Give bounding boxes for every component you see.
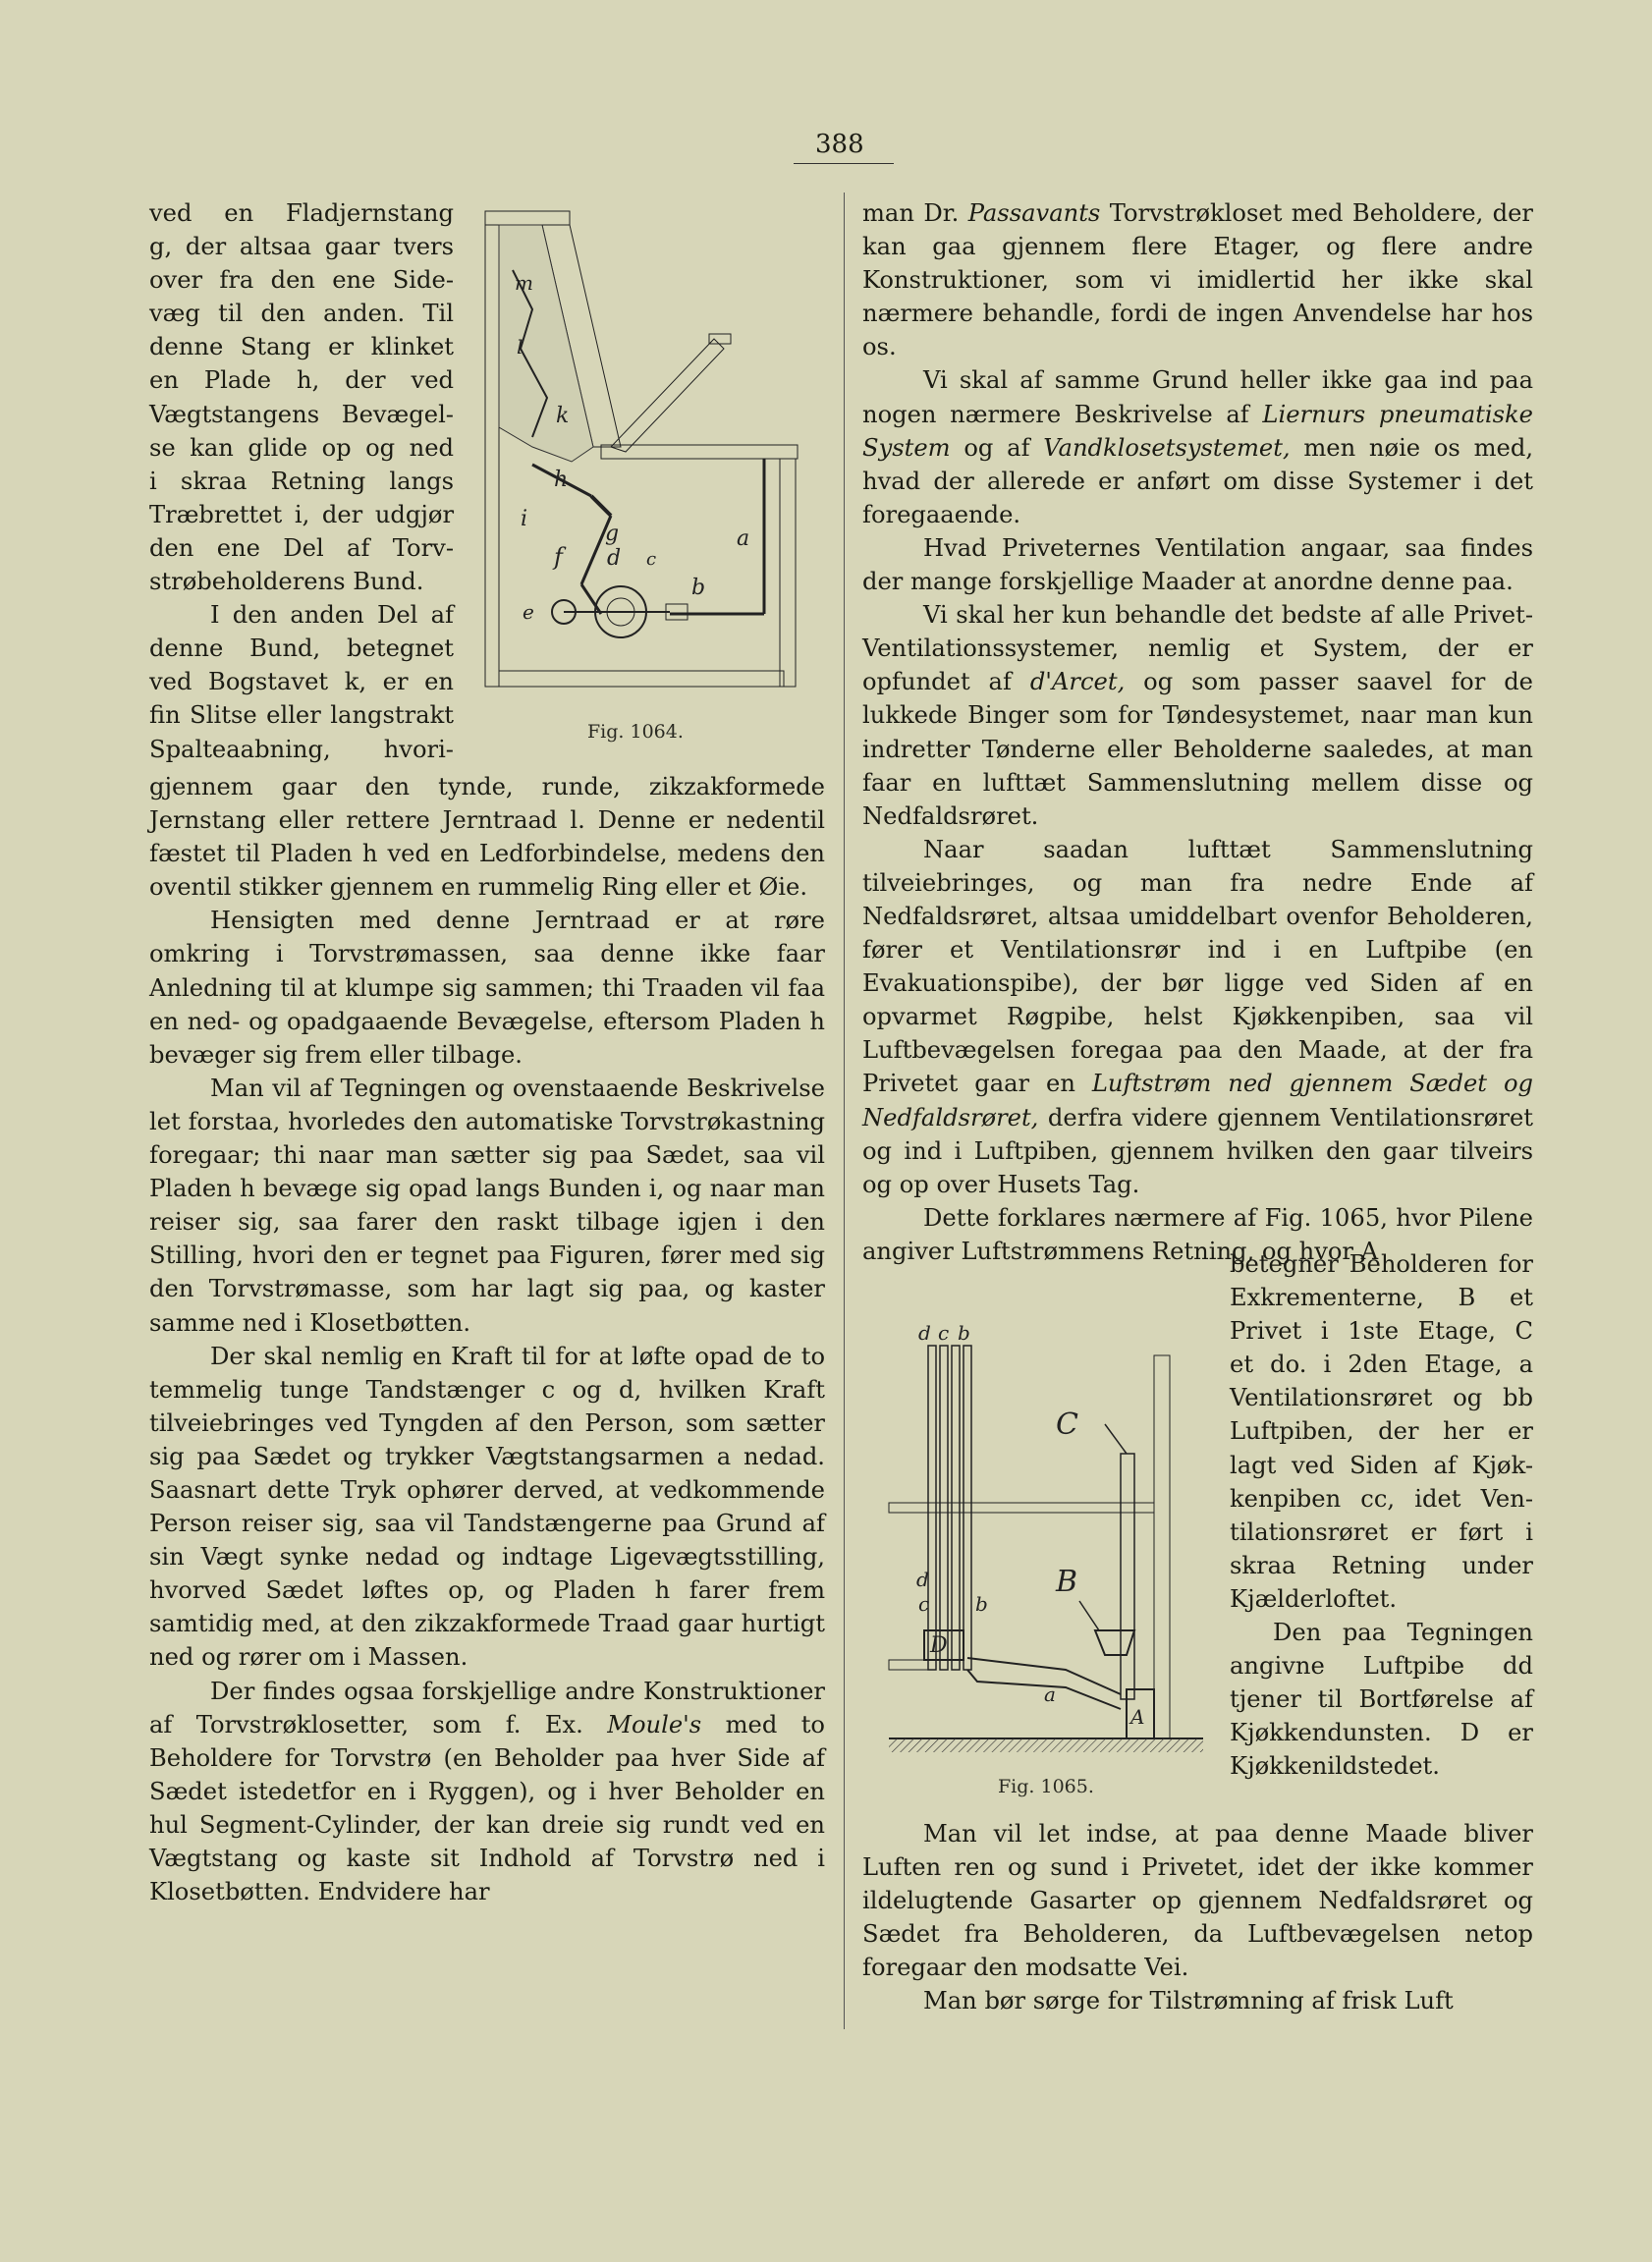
fig1065-label-b-mid: b	[975, 1592, 988, 1616]
text-line: Kjøkkendunsten. D er	[1230, 1719, 1533, 1747]
emphasis: Luftstrøm ned gjennem Sædet og Nedfaldsrøret,	[862, 1070, 1533, 1131]
text-line: Kjøkkenildstedet.	[1230, 1752, 1440, 1781]
text-line: en Plade h, der ved	[149, 366, 454, 395]
fig1065-label-d-top: d	[918, 1321, 931, 1345]
paragraph: Man bør sørge for Tilstrømning af frisk Luft	[923, 1987, 1454, 2015]
figure-1065-caption: Fig. 1065.	[998, 1776, 1094, 1797]
fig1065-label-b-top: b	[958, 1321, 970, 1345]
fig1064-label-h: h	[554, 468, 569, 492]
fig1064-label-f: f	[554, 543, 563, 571]
text-line: denne Bund, betegnet	[149, 634, 454, 663]
text-line: ved en Fladjernstang	[149, 199, 454, 227]
fig1064-label-g: g	[605, 522, 620, 546]
text-run: Vi skal her kun behandle det bedste af alle Privet-Ventilationssystemer, nemlig et System, der er opfundet af	[862, 601, 1533, 696]
emphasis: Passavants	[967, 199, 1101, 227]
page-number: 388	[815, 130, 864, 159]
fig1065-label-A: A	[1130, 1705, 1145, 1729]
fig1064-label-l: l	[517, 335, 523, 359]
text-line: et do. i 2den Etage, a	[1230, 1351, 1533, 1379]
text-run: man Dr.	[862, 199, 968, 227]
text-run: Torvstrøkloset med Beholdere, der kan gaa gjennem flere Etager, og flere andre Konstruktioner, som vi imidlertid her ikke skal nærmere behandle, fordi de ingen Anvendelse har hos os.	[862, 199, 1533, 361]
text-line: I den anden Del af	[210, 601, 454, 630]
fig1065-label-B: B	[1056, 1565, 1078, 1599]
fig1064-label-i: i	[521, 507, 528, 531]
paragraph: Hensigten med denne Jerntraad er at røre omkring i Torvstrømassen, saa denne ikke faar Anledning til at klumpe sig sammen; thi Traaden vil faa en ned- og opadgaaende Bevægelse, eftersom Pladen h bevæger sig frem eller tilbage.	[149, 907, 825, 1069]
text-line: betegner Beholderen for	[1230, 1250, 1533, 1278]
text-line: Privet i 1ste Etage, C	[1230, 1317, 1533, 1346]
fig1064-label-a: a	[737, 526, 750, 551]
text-line: Spalteaabning, hvori-	[149, 735, 454, 763]
text-line: angivne Luftpibe dd	[1230, 1652, 1533, 1681]
right-column-bottom-text	[862, 1817, 1533, 2018]
fig1065-label-a: a	[1044, 1683, 1056, 1706]
paragraph: gjennem gaar den tynde, runde, zikzakformede Jernstang eller rettere Jerntraad l. Denne er nedentil fæstet til Pladen h ved en Ledforbindelse, medens den oventil stikker gjennem en rummelig Ring eller et Øie.	[149, 773, 825, 902]
paragraph: Man vil af Tegningen og ovenstaaende Beskrivelse let forstaa, hvorledes den automatiske Torvstrøkastning foregaar; thi naar man sætter sig paa Sædet, saa vil Pladen h bevæge sig opad langs Bunden i, og naar man reiser sig, saa farer den raskt tilbage igjen i den Stilling, hvori den er tegnet paa Figuren, fører med sig den Torvstrømasse, som har lagt sig paa, og kaster samme ned i Klosetbøtten.	[149, 1074, 825, 1337]
paragraph: Man vil let indse, at paa denne Maade bliver Luften ren og sund i Privetet, idet der ikke kommer ildelugtende Gasarter op gjennem Nedfaldsrøret og Sædet fra Beholderen, da Luftbevægelsen netop foregaar den modsatte Vei.	[862, 1820, 1533, 1982]
text-line: fin Slitse eller langstrakt	[149, 701, 454, 730]
text-run: derfra videre gjennem Ventilationsrøret og ind i Luftpiben, gjennem hvilken den gaar tilveirs og op over Husets Tag.	[862, 1103, 1533, 1198]
text-run: Naar saadan lufttæt Sammenslutning tilveiebringes, og man fra nedre Ende af Nedfaldsrøret, altsaa umiddelbart ovenfor Beholderen, fører et Ventilationsrør ind i en Luftpibe (en Evakuationspibe), der bør ligge ved Siden af en opvarmet Røgpibe, helst Kjøkkenpiben, saa vil Luftbevægelsen foregaa paa den Maade, at der fra Privetet gaar en	[862, 835, 1533, 1098]
fig1064-label-c: c	[646, 549, 657, 570]
text-line: skraa Retning under	[1230, 1551, 1533, 1579]
text-line: denne Stang er klinket	[149, 333, 454, 361]
text-line: g, der altsaa gaar tvers	[149, 233, 454, 261]
figure-1064-caption: Fig. 1064.	[587, 721, 684, 743]
text-line: tjener til Bortførelse af	[1230, 1685, 1533, 1714]
figure-1064	[473, 201, 817, 712]
text-run: Vi skal af samme Grund heller ikke gaa ind paa nogen nærmere Beskrivelse af	[862, 366, 1533, 428]
emphasis: Liernurs pneumatiske System	[862, 400, 1533, 462]
paragraph	[862, 363, 1533, 530]
text-line: se kan glide op og ned	[149, 433, 454, 462]
right-column-top-text	[862, 196, 1533, 1268]
fig1065-label-c-top: c	[938, 1321, 950, 1345]
text-line: lagt ved Siden af Kjøk-	[1230, 1451, 1533, 1479]
text-line: strøbeholderens Bund.	[149, 568, 424, 596]
text-line: kenpiben cc, idet Ven-	[1230, 1484, 1533, 1513]
fig1064-label-b: b	[691, 576, 706, 600]
figure-1065	[869, 1316, 1213, 1778]
text-run: og som passer saavel for de lukkede Binger som for Tøndesystemet, naar man kun indretter Tønderne eller Beholderne saaledes, at man faar en lufttæt Sammenslutning mellem disse og Nedfaldsrøret.	[862, 668, 1533, 830]
paragraph: Dette forklares nærmere af Fig. 1065, hvor Pilene angiver Luftstrømmens Retning, og hvor A	[862, 1203, 1533, 1265]
fig1065-label-c-mid: c	[918, 1592, 930, 1616]
text-run: Der findes ogsaa forskjellige andre Konstruktioner af Torvstrøklosetter, som f. Ex.	[149, 1677, 825, 1738]
text-run: med to Beholdere for Torvstrø (en Beholder paa hver Side af Sædet istedetfor en i Ryggen), og i hver Beholder en hul Segment-Cylinder, der kan dreie sig rundt ved en Vægtstang og kaste sit Indhold af Torvstrø ned i Klosetbøtten. Endvidere har	[149, 1710, 825, 1906]
paragraph	[149, 1675, 825, 1909]
text-line: den ene Del af Torv-	[149, 533, 454, 562]
emphasis-moule: Moule's	[607, 1710, 702, 1738]
header-rule	[794, 163, 894, 164]
emphasis: d'Arcet,	[1029, 668, 1126, 696]
fig1064-label-m: m	[515, 271, 533, 295]
left-column-top-text	[149, 196, 454, 766]
text-line: i skraa Retning langs	[149, 467, 454, 495]
left-column-main-text	[149, 770, 825, 1908]
fig1064-label-k: k	[556, 404, 570, 428]
text-line: ved Bogstavet k, er en	[149, 668, 454, 696]
column-divider	[844, 193, 845, 2029]
emphasis: Vandklosetsystemet,	[1043, 433, 1291, 462]
paragraph	[862, 196, 1533, 363]
fig1064-label-d: d	[607, 546, 622, 571]
fig1065-label-d-mid: d	[916, 1568, 929, 1591]
text-line: Vægtstangens Bevægel-	[149, 400, 454, 428]
text-line: Kjælderloftet.	[1230, 1584, 1398, 1613]
fig1064-label-e: e	[523, 600, 534, 624]
text-line: Ventilationsrøret og bb	[1230, 1384, 1533, 1412]
text-line: væg til den anden. Til	[149, 300, 454, 328]
text-line: Den paa Tegningen	[1273, 1619, 1533, 1647]
text-line: Luftpiben, der her er	[1230, 1417, 1533, 1446]
text-line: over fra den ene Side-	[149, 266, 454, 295]
text-line: Træbrettet i, der udgjør	[149, 500, 454, 528]
paragraph: Der skal nemlig en Kraft til for at løfte opad de to temmelig tunge Tandstænger c og d, hvilken Kraft tilveiebringes ved Tyngden af den Person, som sætter sig paa Sædet og trykker Vægtstangsarmen a nedad. Saasnart dette Tryk ophører derved, at vedkommende Person reiser sig, saa vil Tandstængerne paa Grund af sin Vægt synke nedad og indtage Ligevægtsstilling, hvorved Sædet løftes op, og Pladen h farer frem samtidig med, at den zikzakformede Traad gaar hurtigt ned og rører om i Massen.	[149, 1342, 825, 1672]
paragraph	[862, 598, 1533, 833]
text-line: tilationsrøret er ført i	[1230, 1517, 1533, 1546]
text-run: men nøie os med, hvad der allerede er anført om disse Systemer i det foregaaende.	[862, 433, 1534, 528]
paragraph	[862, 833, 1533, 1201]
text-line: Exkrementerne, B et	[1230, 1284, 1533, 1312]
text-run: og af	[950, 433, 1044, 462]
right-column-side-text	[1230, 1247, 1533, 1784]
fig1065-label-D: D	[930, 1633, 948, 1658]
fig1065-label-C: C	[1056, 1407, 1078, 1442]
paragraph: Hvad Priveternes Ventilation angaar, saa findes der mange forskjellige Maader at anordne denne paa.	[862, 533, 1533, 596]
